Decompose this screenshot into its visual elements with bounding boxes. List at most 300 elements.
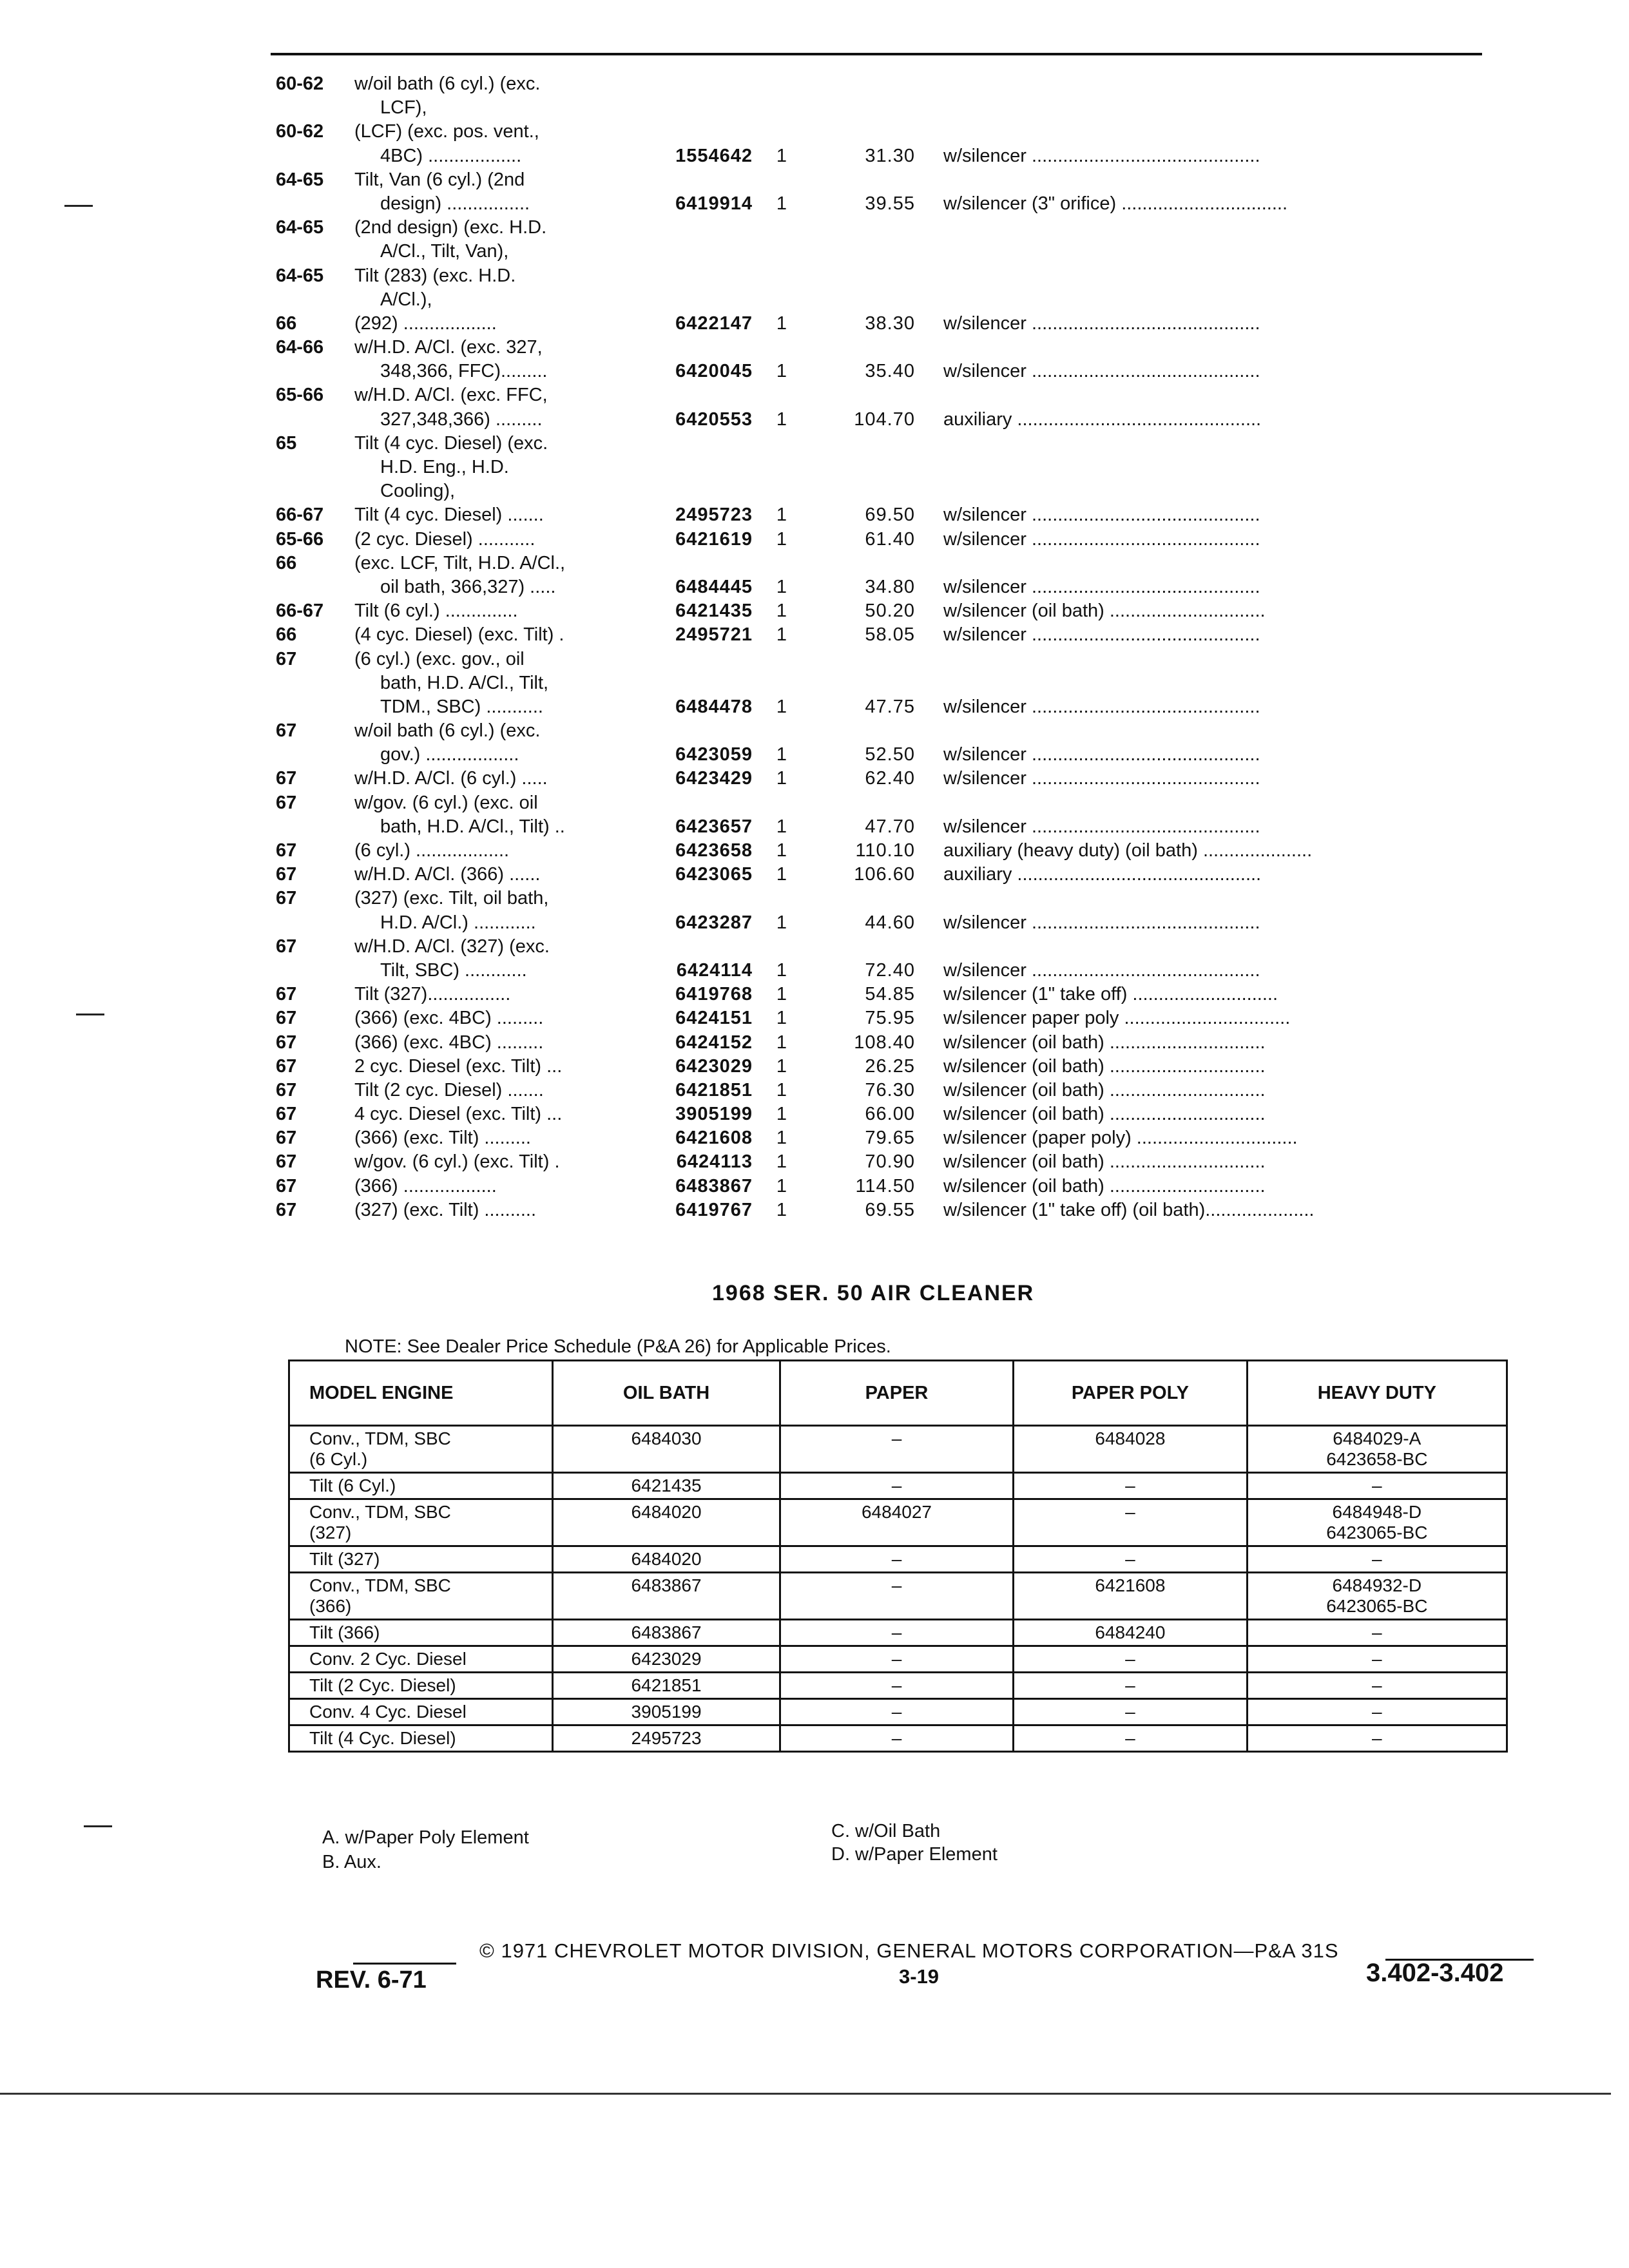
remarks-cell: w/silencer (oil bath) .............................. <box>943 1175 1266 1196</box>
heavy-duty-cell: – <box>1247 1646 1507 1673</box>
description-cell: w/gov. (6 cyl.) (exc. Tilt) . <box>354 1151 560 1173</box>
table-row <box>289 1699 1507 1725</box>
description-cell: gov.) .................. <box>380 744 519 765</box>
footer-rule-left <box>353 1963 456 1965</box>
description-cell: (366) (exc. Tilt) ......... <box>354 1128 531 1149</box>
price-cell: 66.00 <box>865 1104 915 1125</box>
parts-row <box>276 144 1519 168</box>
quantity-cell: 1 <box>776 912 787 933</box>
price-cell: 47.75 <box>865 696 915 717</box>
year-cell: 66 <box>276 624 297 646</box>
description-cell: Tilt, Van (6 cyl.) (2nd <box>354 169 525 190</box>
remarks-cell: w/silencer (3" orifice) ................................ <box>943 193 1288 214</box>
parts-row <box>276 623 1519 647</box>
description-cell: (6 cyl.) .................. <box>354 840 510 861</box>
description-cell: Tilt (6 cyl.) .............. <box>354 601 518 622</box>
parts-row <box>276 648 1519 671</box>
parts-row <box>276 863 1519 887</box>
paper-cell: – <box>780 1646 1013 1673</box>
quantity-cell: 1 <box>776 312 787 334</box>
description-cell: LCF), <box>380 97 427 119</box>
heavy-duty-cell: 6484029-A 6423658-BC <box>1247 1426 1507 1473</box>
price-cell: 108.40 <box>854 1032 915 1053</box>
parts-row <box>276 767 1519 791</box>
parts-row <box>276 383 1519 407</box>
footnote-a: A. w/Paper Poly Element <box>322 1827 529 1848</box>
footnote-b: B. Aux. <box>322 1852 381 1872</box>
model-engine-cell: Conv., TDM, SBC (6 Cyl.) <box>289 1426 553 1473</box>
part-number-cell: 6423029 <box>675 1055 753 1077</box>
year-cell: 64-66 <box>276 337 324 358</box>
quantity-cell: 1 <box>776 624 787 646</box>
part-number-cell: 6421851 <box>675 1079 753 1100</box>
price-cell: 31.30 <box>865 145 915 166</box>
description-cell: 2 cyc. Diesel (exc. Tilt) ... <box>354 1055 563 1077</box>
year-cell: 67 <box>276 1104 297 1125</box>
year-cell: 67 <box>276 648 297 669</box>
price-cell: 114.50 <box>855 1175 915 1196</box>
remarks-cell: w/silencer (1" take off) ............................ <box>943 984 1278 1005</box>
description-cell: (2nd design) (exc. H.D. <box>354 217 547 238</box>
price-note: NOTE: See Dealer Price Schedule (P&A 26) for Applicable Prices. <box>345 1336 891 1357</box>
parts-row <box>276 959 1519 983</box>
year-cell: 67 <box>276 792 297 813</box>
part-number-cell: 6419767 <box>675 1199 753 1220</box>
quantity-cell: 1 <box>776 408 787 430</box>
oil-bath-cell: 3905199 <box>553 1699 780 1725</box>
parts-row <box>276 312 1519 336</box>
year-cell: 67 <box>276 768 297 789</box>
parts-row <box>276 815 1519 839</box>
description-cell: (327) (exc. Tilt) .......... <box>354 1199 536 1220</box>
year-cell: 64-65 <box>276 217 324 238</box>
parts-row <box>276 72 1519 96</box>
parts-row <box>276 839 1519 863</box>
parts-row <box>276 456 1519 479</box>
year-cell: 67 <box>276 1079 297 1100</box>
price-cell: 75.95 <box>865 1008 915 1029</box>
parts-row <box>276 240 1519 264</box>
year-cell: 65-66 <box>276 385 324 406</box>
part-number-cell: 1554642 <box>675 145 753 166</box>
year-cell: 67 <box>276 1175 297 1196</box>
part-number-cell: 6484445 <box>675 576 753 597</box>
quantity-cell: 1 <box>776 1104 787 1125</box>
year-cell: 67 <box>276 888 297 909</box>
paper-poly-cell: 6484240 <box>1014 1620 1247 1646</box>
price-cell: 70.90 <box>865 1151 915 1173</box>
quantity-cell: 1 <box>776 744 787 765</box>
table-row <box>289 1573 1507 1620</box>
remarks-cell: w/silencer ............................................ <box>943 361 1260 382</box>
paper-poly-cell: – <box>1014 1699 1247 1725</box>
paper-cell: 6484027 <box>780 1499 1013 1546</box>
paper-cell: – <box>780 1546 1013 1573</box>
parts-row <box>276 935 1519 959</box>
quantity-cell: 1 <box>776 1128 787 1149</box>
paper-poly-cell: 6484028 <box>1014 1426 1247 1473</box>
air-cleaner-table <box>288 1360 1508 1753</box>
description-cell: (366) (exc. 4BC) ......... <box>354 1032 544 1053</box>
section-number: 3.402-3.402 <box>1366 1959 1504 1987</box>
remarks-cell: w/silencer (oil bath) .............................. <box>943 1104 1266 1125</box>
model-engine-cell: Conv. 4 Cyc. Diesel <box>289 1699 553 1725</box>
description-cell: w/H.D. A/Cl. (exc. 327, <box>354 337 543 358</box>
quantity-cell: 1 <box>776 601 787 622</box>
parts-row <box>276 168 1519 192</box>
description-cell: Tilt (283) (exc. H.D. <box>354 265 516 286</box>
parts-row <box>276 1031 1519 1055</box>
part-number-cell: 3905199 <box>675 1104 753 1125</box>
oil-bath-cell: 6484020 <box>553 1499 780 1546</box>
remarks-cell: w/silencer paper poly ................................ <box>943 1008 1291 1029</box>
part-number-cell: 6483867 <box>675 1175 753 1196</box>
model-engine-cell: Tilt (2 Cyc. Diesel) <box>289 1673 553 1699</box>
part-number-cell: 6419768 <box>675 984 753 1005</box>
description-cell: Tilt, SBC) ............ <box>380 959 527 981</box>
oil-bath-cell: 6483867 <box>553 1620 780 1646</box>
part-number-cell: 6420553 <box>675 408 753 430</box>
description-cell: (366) (exc. 4BC) ......... <box>354 1008 544 1029</box>
bottom-rule <box>0 2093 1611 2095</box>
part-number-cell: 2495723 <box>675 505 753 526</box>
oil-bath-cell: 6483867 <box>553 1573 780 1620</box>
parts-row <box>276 192 1519 216</box>
year-cell: 67 <box>276 840 297 861</box>
description-cell: w/H.D. A/Cl. (exc. FFC, <box>354 385 548 406</box>
description-cell: (exc. LCF, Tilt, H.D. A/Cl., <box>354 552 566 573</box>
price-cell: 72.40 <box>865 959 915 981</box>
parts-row <box>276 1055 1519 1079</box>
year-cell: 65-66 <box>276 528 324 550</box>
parts-row <box>276 503 1519 527</box>
parts-row <box>276 528 1519 552</box>
description-cell: oil bath, 366,327) ..... <box>380 576 556 597</box>
price-cell: 34.80 <box>865 576 915 597</box>
part-number-cell: 6424151 <box>675 1008 753 1029</box>
model-engine-cell: Tilt (366) <box>289 1620 553 1646</box>
parts-row <box>276 575 1519 599</box>
section-title: 1968 SER. 50 AIR CLEANER <box>712 1281 1035 1305</box>
paper-poly-cell: – <box>1014 1499 1247 1546</box>
remarks-cell: w/silencer (paper poly) ............................... <box>943 1128 1298 1149</box>
quantity-cell: 1 <box>776 528 787 550</box>
part-number-cell: 6423059 <box>675 744 753 765</box>
parts-row <box>276 887 1519 910</box>
footnote-d: D. w/Paper Element <box>831 1844 998 1865</box>
description-cell: 4 cyc. Diesel (exc. Tilt) ... <box>354 1104 563 1125</box>
paper-cell: – <box>780 1426 1013 1473</box>
quantity-cell: 1 <box>776 1055 787 1077</box>
quantity-cell: 1 <box>776 193 787 214</box>
description-cell: A/Cl.), <box>380 289 432 310</box>
parts-row <box>276 1198 1519 1222</box>
footnote-c: C. w/Oil Bath <box>831 1821 941 1841</box>
parts-row <box>276 719 1519 743</box>
part-number-cell: 2495721 <box>675 624 753 646</box>
paper-poly-cell: 6421608 <box>1014 1573 1247 1620</box>
table-row <box>289 1620 1507 1646</box>
year-cell: 66-67 <box>276 505 324 526</box>
description-cell: (2 cyc. Diesel) ........... <box>354 528 535 550</box>
parts-row <box>276 1150 1519 1174</box>
year-cell: 64-65 <box>276 265 324 286</box>
description-cell: (366) .................. <box>354 1175 497 1196</box>
description-cell: Cooling), <box>380 481 456 502</box>
revision-label: REV. 6-71 <box>316 1966 427 1994</box>
parts-row <box>276 743 1519 767</box>
description-cell: 4BC) .................. <box>380 145 522 166</box>
model-engine-cell: Tilt (327) <box>289 1546 553 1573</box>
quantity-cell: 1 <box>776 1175 787 1196</box>
paper-cell: – <box>780 1573 1013 1620</box>
price-cell: 69.55 <box>865 1199 915 1220</box>
year-cell: 66-67 <box>276 601 324 622</box>
col-header-paper-poly: PAPER POLY <box>1014 1361 1247 1426</box>
table-row <box>289 1473 1507 1499</box>
parts-row <box>276 408 1519 432</box>
remarks-cell: w/silencer ............................................ <box>943 145 1260 166</box>
part-number-cell: 6419914 <box>675 193 753 214</box>
description-cell: bath, H.D. A/Cl., Tilt, <box>380 672 549 693</box>
quantity-cell: 1 <box>776 505 787 526</box>
price-cell: 106.60 <box>854 864 915 885</box>
quantity-cell: 1 <box>776 145 787 166</box>
remarks-cell: w/silencer ............................................ <box>943 744 1260 765</box>
remarks-cell: w/silencer ............................................ <box>943 505 1260 526</box>
description-cell: (LCF) (exc. pos. vent., <box>354 121 539 142</box>
year-cell: 65 <box>276 432 297 454</box>
parts-row <box>276 479 1519 503</box>
year-cell: 66 <box>276 552 297 573</box>
parts-row <box>276 1175 1519 1198</box>
parts-row <box>276 1126 1519 1150</box>
oil-bath-cell: 6484030 <box>553 1426 780 1473</box>
quantity-cell: 1 <box>776 984 787 1005</box>
description-cell: Tilt (4 cyc. Diesel) ....... <box>354 505 544 526</box>
parts-row <box>276 360 1519 383</box>
heavy-duty-cell: – <box>1247 1546 1507 1573</box>
year-cell: 67 <box>276 984 297 1005</box>
model-engine-cell: Tilt (6 Cyl.) <box>289 1473 553 1499</box>
paper-poly-cell: – <box>1014 1646 1247 1673</box>
remarks-cell: w/silencer ............................................ <box>943 912 1260 933</box>
year-cell: 67 <box>276 1055 297 1077</box>
paper-poly-cell: – <box>1014 1673 1247 1699</box>
oil-bath-cell: 6421435 <box>553 1473 780 1499</box>
remarks-cell: w/silencer (oil bath) .............................. <box>943 1151 1266 1173</box>
price-cell: 62.40 <box>865 768 915 789</box>
part-number-cell: 6421608 <box>675 1128 753 1149</box>
price-cell: 50.20 <box>865 601 915 622</box>
quantity-cell: 1 <box>776 1199 787 1220</box>
description-cell: design) ................ <box>380 193 530 214</box>
quantity-cell: 1 <box>776 696 787 717</box>
paper-poly-cell: – <box>1014 1546 1247 1573</box>
remarks-cell: w/silencer (oil bath) .............................. <box>943 1032 1266 1053</box>
parts-row <box>276 1079 1519 1102</box>
col-header-paper: PAPER <box>780 1361 1013 1426</box>
part-number-cell: 6423657 <box>675 816 753 837</box>
heavy-duty-cell: – <box>1247 1725 1507 1752</box>
page-number: 3-19 <box>899 1965 940 1988</box>
paper-cell: – <box>780 1725 1013 1752</box>
oil-bath-cell: 2495723 <box>553 1725 780 1752</box>
description-cell: Tilt (4 cyc. Diesel) (exc. <box>354 432 548 454</box>
year-cell: 60-62 <box>276 73 324 94</box>
heavy-duty-cell: – <box>1247 1620 1507 1646</box>
quantity-cell: 1 <box>776 1032 787 1053</box>
quantity-cell: 1 <box>776 576 787 597</box>
price-cell: 79.65 <box>865 1128 915 1149</box>
heavy-duty-cell: – <box>1247 1699 1507 1725</box>
remarks-cell: w/silencer ............................................ <box>943 312 1260 334</box>
quantity-cell: 1 <box>776 361 787 382</box>
description-cell: Tilt (327)................ <box>354 984 511 1005</box>
heavy-duty-cell: 6484948-D 6423065-BC <box>1247 1499 1507 1546</box>
remarks-cell: auxiliary ............................................... <box>943 864 1262 885</box>
part-number-cell: 6424114 <box>676 959 753 981</box>
table-header-row <box>289 1361 1507 1426</box>
remarks-cell: w/silencer ............................................ <box>943 624 1260 646</box>
table-row <box>289 1499 1507 1546</box>
parts-row <box>276 1102 1519 1126</box>
description-cell: w/gov. (6 cyl.) (exc. oil <box>354 792 538 813</box>
part-number-cell: 6424113 <box>676 1151 753 1173</box>
model-engine-cell: Tilt (4 Cyc. Diesel) <box>289 1725 553 1752</box>
description-cell: (4 cyc. Diesel) (exc. Tilt) . <box>354 624 564 646</box>
part-number-cell: 6484478 <box>675 696 753 717</box>
remarks-cell: w/silencer ............................................ <box>943 528 1260 550</box>
parts-row <box>276 120 1519 144</box>
table-row <box>289 1673 1507 1699</box>
model-engine-cell: Conv. 2 Cyc. Diesel <box>289 1646 553 1673</box>
table-row <box>289 1725 1507 1752</box>
parts-row <box>276 671 1519 695</box>
part-number-cell: 6421435 <box>675 601 753 622</box>
paper-poly-cell: – <box>1014 1473 1247 1499</box>
description-cell: H.D. A/Cl.) ............ <box>380 912 536 933</box>
parts-row <box>276 264 1519 288</box>
year-cell: 67 <box>276 720 297 742</box>
part-number-cell: 6423658 <box>675 840 753 861</box>
description-cell: A/Cl., Tilt, Van), <box>380 241 509 262</box>
quantity-cell: 1 <box>776 1008 787 1029</box>
part-number-cell: 6424152 <box>675 1032 753 1053</box>
price-cell: 54.85 <box>865 984 915 1005</box>
year-cell: 67 <box>276 1032 297 1053</box>
margin-mark <box>76 1014 104 1015</box>
remarks-cell: w/silencer (oil bath) .............................. <box>943 1079 1266 1100</box>
price-cell: 38.30 <box>865 312 915 334</box>
top-rule <box>271 53 1482 55</box>
copyright-line: © 1971 CHEVROLET MOTOR DIVISION, GENERAL MOTORS CORPORATION—P&A 31S <box>479 1939 1339 1962</box>
parts-row <box>276 911 1519 935</box>
parts-row <box>276 432 1519 456</box>
paper-cell: – <box>780 1673 1013 1699</box>
parts-row <box>276 336 1519 360</box>
year-cell: 64-65 <box>276 169 324 190</box>
description-cell: (292) .................. <box>354 312 497 334</box>
part-number-cell: 6423287 <box>675 912 753 933</box>
year-cell: 67 <box>276 1128 297 1149</box>
heavy-duty-cell: – <box>1247 1473 1507 1499</box>
paper-cell: – <box>780 1699 1013 1725</box>
parts-row <box>276 288 1519 312</box>
price-cell: 26.25 <box>865 1055 915 1077</box>
oil-bath-cell: 6423029 <box>553 1646 780 1673</box>
description-cell: (6 cyl.) (exc. gov., oil <box>354 648 525 669</box>
paper-cell: – <box>780 1620 1013 1646</box>
part-number-cell: 6421619 <box>675 528 753 550</box>
year-cell: 67 <box>276 1008 297 1029</box>
description-cell: Tilt (2 cyc. Diesel) ....... <box>354 1079 544 1100</box>
parts-row <box>276 96 1519 120</box>
remarks-cell: w/silencer ............................................ <box>943 959 1260 981</box>
parts-row <box>276 216 1519 240</box>
quantity-cell: 1 <box>776 959 787 981</box>
parts-row <box>276 791 1519 815</box>
quantity-cell: 1 <box>776 816 787 837</box>
table-row <box>289 1426 1507 1473</box>
price-cell: 69.50 <box>865 505 915 526</box>
part-number-cell: 6423429 <box>675 768 753 789</box>
description-cell: w/H.D. A/Cl. (327) (exc. <box>354 936 550 957</box>
parts-row <box>276 1006 1519 1030</box>
parts-row <box>276 599 1519 623</box>
quantity-cell: 1 <box>776 864 787 885</box>
description-cell: H.D. Eng., H.D. <box>380 457 509 477</box>
remarks-cell: auxiliary ............................................... <box>943 408 1262 430</box>
col-header-heavy-duty: HEAVY DUTY <box>1247 1361 1507 1426</box>
remarks-cell: w/silencer ............................................ <box>943 696 1260 717</box>
model-engine-cell: Conv., TDM, SBC (366) <box>289 1573 553 1620</box>
parts-list <box>276 72 1519 1222</box>
oil-bath-cell: 6421851 <box>553 1673 780 1699</box>
col-header-model-engine: MODEL ENGINE <box>289 1361 553 1426</box>
remarks-cell: w/silencer (1" take off) (oil bath)..................... <box>943 1199 1315 1220</box>
part-number-cell: 6423065 <box>675 864 753 885</box>
remarks-cell: w/silencer ............................................ <box>943 768 1260 789</box>
margin-mark <box>84 1825 112 1827</box>
table-row <box>289 1646 1507 1673</box>
year-cell: 67 <box>276 864 297 885</box>
price-cell: 39.55 <box>865 193 915 214</box>
price-cell: 47.70 <box>865 816 915 837</box>
price-cell: 104.70 <box>854 408 915 430</box>
description-cell: w/H.D. A/Cl. (366) ...... <box>354 864 541 885</box>
parts-row <box>276 552 1519 575</box>
description-cell: (327) (exc. Tilt, oil bath, <box>354 888 549 909</box>
paper-poly-cell: – <box>1014 1725 1247 1752</box>
price-cell: 58.05 <box>865 624 915 646</box>
price-cell: 52.50 <box>865 744 915 765</box>
quantity-cell: 1 <box>776 1151 787 1173</box>
price-cell: 110.10 <box>855 840 915 861</box>
quantity-cell: 1 <box>776 840 787 861</box>
year-cell: 66 <box>276 312 297 334</box>
part-number-cell: 6422147 <box>675 312 753 334</box>
description-cell: TDM., SBC) ........... <box>380 696 543 717</box>
description-cell: 348,366, FFC)......... <box>380 361 548 382</box>
parts-row <box>276 695 1519 719</box>
table-row <box>289 1546 1507 1573</box>
price-cell: 35.40 <box>865 361 915 382</box>
description-cell: w/H.D. A/Cl. (6 cyl.) ..... <box>354 768 548 789</box>
description-cell: w/oil bath (6 cyl.) (exc. <box>354 720 541 742</box>
remarks-cell: w/silencer (oil bath) .............................. <box>943 601 1266 622</box>
price-cell: 61.40 <box>865 528 915 550</box>
